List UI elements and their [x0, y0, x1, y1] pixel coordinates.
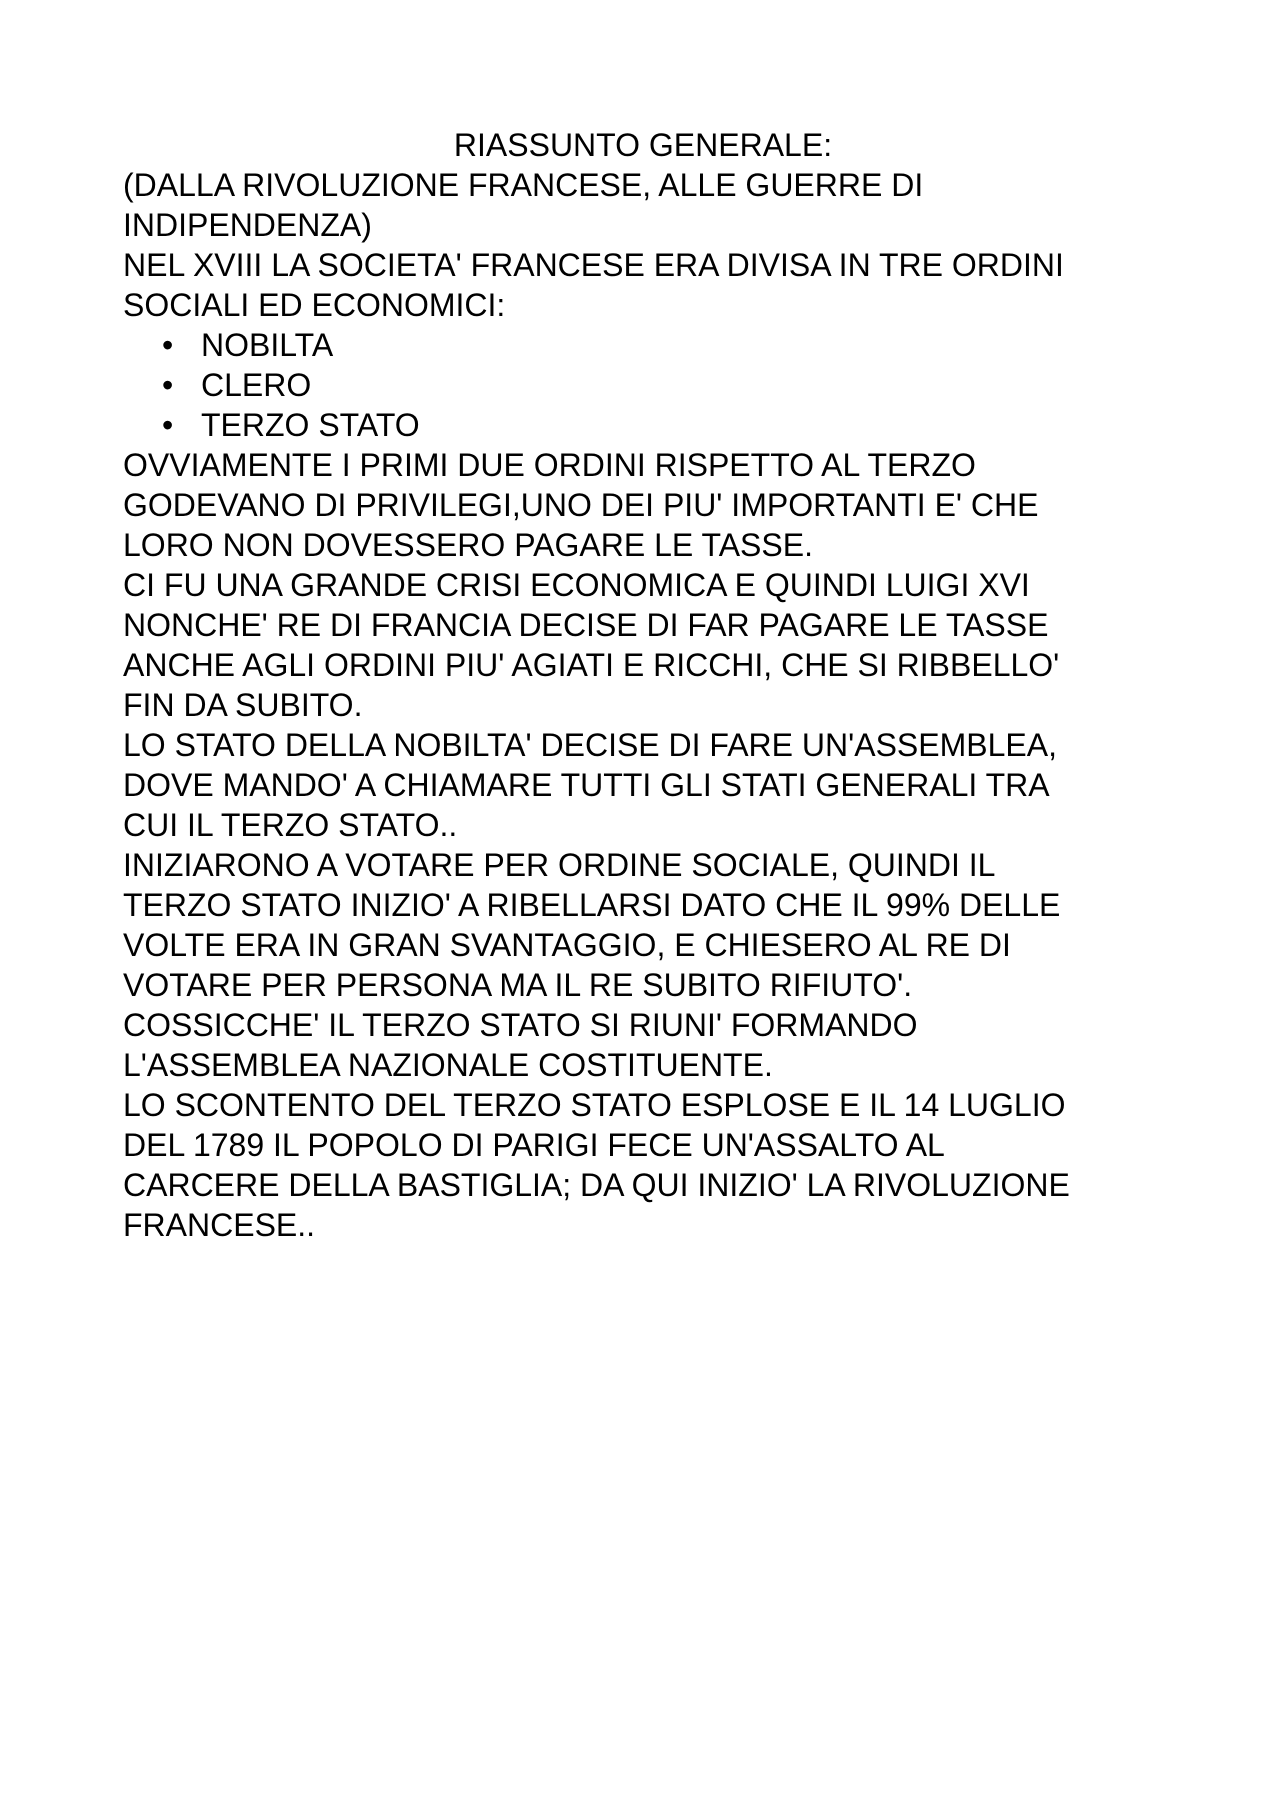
bullet-item-nobilta [123, 325, 1163, 365]
body-line: FIN DA SUBITO. [123, 687, 363, 723]
body-line: NONCHE' RE DI FRANCIA DECISE DI FAR PAGARE LE TASSE [123, 607, 1049, 643]
body-line: CI FU UNA GRANDE CRISI ECONOMICA E QUINDI LUIGI XVI [123, 567, 1030, 603]
body-line: COSSICCHE' IL TERZO STATO SI RIUNI' FORMANDO [123, 1007, 918, 1043]
intro-line: SOCIALI ED ECONOMICI: [123, 287, 506, 323]
bullet-icon: • [162, 407, 174, 443]
body-line: GODEVANO DI PRIVILEGI,UNO DEI PIU' IMPORTANTI E' CHE [123, 487, 1039, 523]
bullet-icon: • [162, 327, 174, 363]
body-line: ANCHE AGLI ORDINI PIU' AGIATI E RICCHI, CHE SI RIBBELLO' [123, 647, 1060, 683]
body-line: VOLTE ERA IN GRAN SVANTAGGIO, E CHIESERO AL RE DI [123, 927, 1011, 963]
body-line: VOTARE PER PERSONA MA IL RE SUBITO RIFIUTO'. [123, 967, 913, 1003]
bullet-item-terzo-stato [123, 405, 1163, 445]
document-title: RIASSUNTO GENERALE: [453, 127, 833, 163]
body-line: TERZO STATO INIZIO' A RIBELLARSI DATO CHE IL 99% DELLE [123, 887, 1061, 923]
body-line: LORO NON DOVESSERO PAGARE LE TASSE. [123, 527, 813, 563]
body-line: DEL 1789 IL POPOLO DI PARIGI FECE UN'ASSALTO AL [123, 1127, 945, 1163]
body-line: CARCERE DELLA BASTIGLIA; DA QUI INIZIO' LA RIVOLUZIONE [123, 1167, 1070, 1203]
bullet-item-clero [123, 365, 1163, 405]
body-line: L'ASSEMBLEA NAZIONALE COSTITUENTE. [123, 1047, 773, 1083]
body-line: OVVIAMENTE I PRIMI DUE ORDINI RISPETTO AL TERZO [123, 447, 976, 483]
bullet-item-label: NOBILTA [201, 327, 334, 363]
document-body [123, 125, 1163, 1245]
bullet-item-label: TERZO STATO [201, 407, 420, 443]
bullet-icon: • [162, 367, 174, 403]
intro-line: NEL XVIII LA SOCIETA' FRANCESE ERA DIVISA IN TRE ORDINI [123, 247, 1064, 283]
body-line: CUI IL TERZO STATO.. [123, 807, 458, 843]
orders-bullet-list [123, 325, 1163, 445]
body-line: LO STATO DELLA NOBILTA' DECISE DI FARE UN'ASSEMBLEA, [123, 727, 1057, 763]
intro-line: (DALLA RIVOLUZIONE FRANCESE, ALLE GUERRE DI [123, 167, 924, 203]
body-line: DOVE MANDO' A CHIAMARE TUTTI GLI STATI GENERALI TRA [123, 767, 1050, 803]
intro-line: INDIPENDENZA) [123, 207, 372, 243]
body-line: INIZIARONO A VOTARE PER ORDINE SOCIALE, QUINDI IL [123, 847, 996, 883]
body-line: FRANCESE.. [123, 1207, 316, 1243]
bullet-item-label: CLERO [201, 367, 312, 403]
body-line: LO SCONTENTO DEL TERZO STATO ESPLOSE E IL 14 LUGLIO [123, 1087, 1066, 1123]
